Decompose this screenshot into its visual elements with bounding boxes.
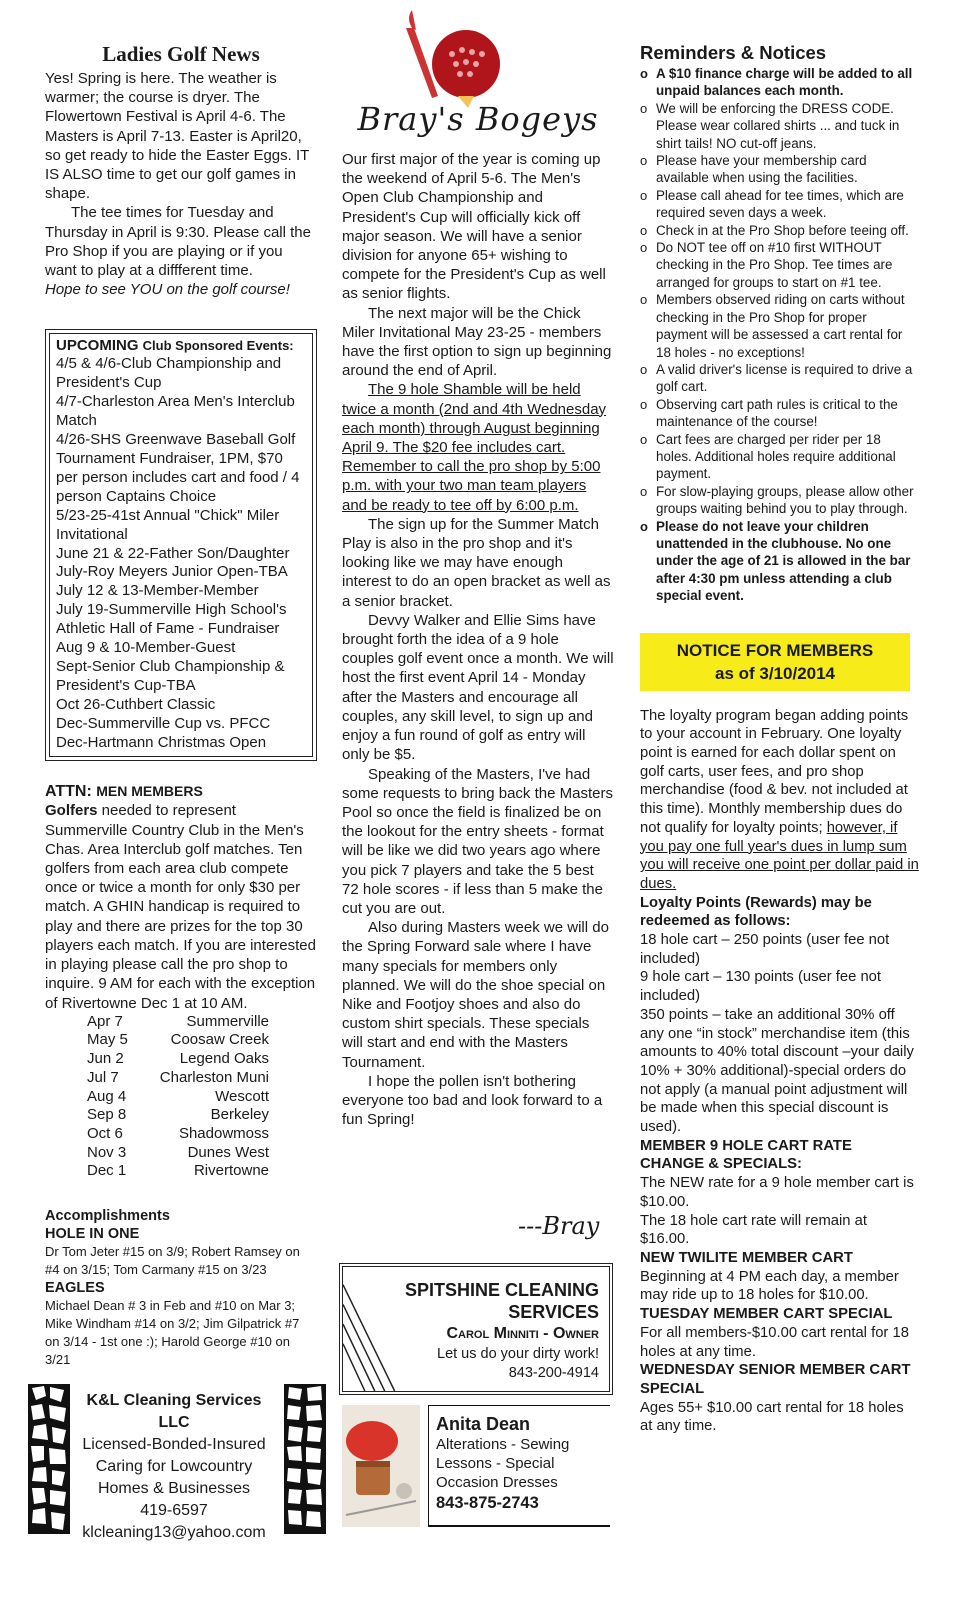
loyalty-text: The loyalty program began adding points to your account in February. One loyalty point is earned for each dollar spent on golf carts, user fees, and pro shop merchandise (food & bev. not included at this time). Monthly membership dues do not qualify for loyalty points; (640, 707, 909, 836)
eagles-text: Michael Dean # 3 in Feb and #10 on Mar 3; Mike Windham #14 on 3/2; Jim Gilpatrick #7 on 3/14 - 1st one :); Harold George #10 on 3/21 (45, 1298, 300, 1368)
event-item: 4/26-SHS Greenwave Baseball Golf Tournament Fundraiser, 1PM, $70 per person includes cart and food / 4 person Captains Choice (56, 431, 300, 505)
men-members-label: MEN MEMBERS (96, 783, 203, 800)
anita-text (436, 1413, 608, 1514)
notice-title-line1: NOTICE FOR MEMBERS (676, 640, 874, 660)
loyalty-underlined-text: however, if you pay one full year's dues in lump sum you will receive one point per dollar paid in dues. (640, 819, 919, 892)
reminder-item: o Please call ahead for tee times, which are required seven days a week. (640, 187, 920, 222)
event-item: 4/7-Charleston Area Men's Interclub Match (56, 393, 295, 430)
reminder-item: o Observing cart path rules is critical to the maintenance of the course! (640, 396, 920, 431)
brays-bogeys-column (342, 0, 614, 1129)
anita-line1: Alterations - Sewing (436, 1436, 570, 1453)
schedule-date: Dec 1 (87, 1162, 127, 1180)
event-item: Aug 9 & 10-Member-Guest (56, 639, 236, 657)
anita-line2: Lessons - Special (436, 1455, 555, 1472)
schedule-row (87, 1162, 269, 1181)
schedule-place: Coosaw Creek (170, 1031, 269, 1049)
event-item: 4/5 & 4/6-Club Championship and President's Cup (56, 355, 282, 392)
schedule-row (87, 1106, 269, 1125)
nine-hole-rate-text: The NEW rate for a 9 hole member cart is $10.00. (640, 1175, 914, 1210)
nine-hole-rate-title: MEMBER 9 HOLE CART RATE CHANGE & SPECIALS: (640, 1137, 852, 1173)
schedule-place: Charleston Muni (159, 1068, 269, 1086)
hope-line: Hope to see YOU on the golf course! (45, 281, 290, 299)
schedule-place: Rivertowne (193, 1162, 269, 1180)
reminder-item: o A $10 finance charge will be added to all unpaid balances each month. (640, 65, 920, 100)
upcoming-events-box (49, 333, 313, 757)
reminder-item: o Check in at the Pro Shop before teeing off. (640, 222, 920, 239)
spitshine-owner: Carol Minniti - Owner (446, 1325, 599, 1342)
spitshine-ad (342, 1266, 610, 1392)
reminder-item: o For slow-playing groups, please allow other groups waiting behind you to play through. (640, 483, 920, 518)
redeem-option: 350 points – take an additional 30% off any one “in stock” merchandise item (this amounts to 40% total discount –your daily 10% + 30% additional)-special orders do not apply (a manual point adjustment will be made when this special discount is used). (640, 1006, 914, 1136)
reminder-item: o Do NOT tee off on #10 first WITHOUT checking in the Pro Shop. Tee times are arranged for groups to start on #1 tee. (640, 239, 920, 291)
giraffe-pattern-right (284, 1384, 326, 1534)
reminder-item: o We will be enforcing the DRESS CODE. Please wear collared shirts ... and tuck in shirt tails! NO cut-off jeans. (640, 100, 920, 152)
schedule-place: Dunes West (187, 1143, 269, 1161)
ladies-intro-paragraph: Yes! Spring is here. The weather is warmer; the course is dryer. The Flowertown Festival is April 4-6. The Masters is April 7-13. Easter is April20, so get ready to hide the Easter Eggs. IT IS ALSO time to get our golf games in shape. (45, 70, 310, 203)
members-notice-body (640, 707, 920, 1436)
bray-paragraph: Also during Masters week we will do the Spring Forward sale where I have many specials for members only planned. We will do the shoe special on Nike and Footjoy shoes and also do custom shirt specials. These specials will start and end with the Masters Tournament. (342, 919, 609, 1071)
kl-phone: 419-6597 (140, 1502, 208, 1519)
schedule-place: Summerville (186, 1012, 269, 1030)
bray-paragraph: Speaking of the Masters, I've had some requests to bring back the Masters Pool so once the field is finalized be on the lookout for the entry sheets - format will be like we did two years ago where you pick 7 players and take the 5 best 72 hole scores - if less than 5 make the cut you are out. (342, 765, 613, 917)
accomplishments-title: Accomplishments (45, 1208, 170, 1225)
reminder-item: o Please do not leave your children unattended in the clubhouse. No one under the age of 21 is allowed in the bar after 4:30 pm unless attending a club special event. (640, 518, 920, 605)
kl-line2: Caring for Lowcountry (95, 1458, 253, 1475)
notice-title-line2: as of 3/10/2014 (714, 663, 836, 683)
kl-cleaning-ad (28, 1384, 326, 1541)
interclub-schedule (87, 1013, 269, 1181)
bray-signature: ---Bray (518, 1212, 600, 1240)
bray-paragraph: Our first major of the year is coming up the weekend of April 5-6. The Men's Open Club Championship and President's Cup will officially kick off major season. We will have a senior division for anyone 65+ wishing to compete for the President's Cup as well as senior flights. (342, 151, 606, 303)
brays-bogeys-logo (342, 0, 614, 150)
bray-paragraph: The sign up for the Summer Match Play is also in the pro shop and it's looking like we may have enough interest to do an open bracket as well as a senior bracket. (342, 515, 611, 610)
redeem-option: 18 hole cart – 250 points (user fee not included) (640, 932, 890, 967)
upcoming-events-heading (56, 336, 306, 355)
notice-for-members-banner (640, 633, 910, 691)
schedule-date: Jul 7 (87, 1068, 119, 1086)
attn-men-members-heading (45, 783, 317, 801)
tuesday-special-title: TUESDAY MEMBER CART SPECIAL (640, 1306, 893, 1323)
reminders-title: Reminders & Notices (640, 42, 827, 63)
anita-bottom-border (428, 1525, 610, 1527)
accomplishments-section (45, 1207, 317, 1369)
bray-paragraph: Devvy Walker and Ellie Sims have brought forth the idea of a 9 hole couples golf event once a month. We will host the first event April 14 - Monday after the Masters and encourage all couples, any skill level, to sign up and enjoy a fun round of golf as entry will only be $5. (342, 611, 614, 764)
redeem-option: 9 hole cart – 130 points (user fee not included) (640, 969, 882, 1005)
spitshine-phone: 843-200-4914 (508, 1365, 599, 1381)
eighteen-hole-rate-text: The 18 hole cart rate will remain at $16.00. (640, 1212, 867, 1248)
schedule-row (87, 1050, 269, 1069)
schedule-date: Sep 8 (87, 1106, 127, 1124)
reminders-column (640, 0, 920, 1436)
club-sponsored-label: Club Sponsored Events: (142, 338, 294, 354)
anita-name: Anita Dean (436, 1414, 531, 1434)
wednesday-special-title: WEDNESDAY SENIOR MEMBER CART SPECIAL (640, 1362, 911, 1397)
schedule-row (87, 1031, 269, 1050)
kl-line1: Licensed-Bonded-Insured (82, 1436, 266, 1453)
schedule-place: Legend Oaks (179, 1050, 269, 1068)
event-item: Sept-Senior Club Championship & President's Cup-TBA (56, 657, 285, 694)
golf-ball-club-icon (342, 0, 614, 110)
schedule-row (87, 1088, 269, 1107)
spitshine-name1: SPITSHINE CLEANING (404, 1280, 599, 1300)
bray-paragraph: The next major will be the Chick Miler Invitational May 23-25 - members have the first option to sign up beginning around the end of April. (342, 304, 612, 380)
brays-bogeys-title: Bray's Bogeys (357, 100, 599, 138)
eagles-title: EAGLES (45, 1280, 105, 1297)
schedule-date: Nov 3 (87, 1143, 127, 1161)
schedule-row (87, 1013, 269, 1032)
event-item: July 12 & 13-Member-Member (56, 582, 259, 600)
event-item: Oct 26-Cuthbert Classic (56, 695, 216, 713)
reminders-list (640, 65, 920, 605)
event-item: 5/23-25-41st Annual "Chick" Miler Invitational (56, 506, 280, 543)
redeem-title: Loyalty Points (Rewards) may be redeemed as follows: (640, 894, 872, 930)
tuesday-special-text: For all members-$10.00 cart rental for 18 holes at any time. (640, 1324, 909, 1360)
schedule-row (87, 1069, 269, 1088)
twilite-title: NEW TWILITE MEMBER CART (640, 1249, 853, 1266)
ladies-golf-news-column (45, 0, 317, 1369)
anita-dean-ad (342, 1405, 610, 1527)
spitshine-tagline: Let us do your dirty work! (437, 1346, 599, 1362)
anita-phone: 843-875-2743 (436, 1494, 539, 1512)
hole-in-one-title: HOLE IN ONE (45, 1226, 140, 1243)
schedule-row (87, 1144, 269, 1163)
schedule-date: Apr 7 (87, 1012, 123, 1030)
reminder-item: o Please have your membership card available when using the facilities. (640, 152, 920, 187)
reminder-item: o Members observed riding on carts without checking in the Pro Shop for proper payment will be assessed a cart rental for 18 holes - no exceptions! (640, 291, 920, 361)
spitshine-text (405, 1279, 599, 1383)
event-item: Dec-Hartmann Christmas Open (56, 733, 267, 751)
shamble-paragraph: The 9 hole Shamble will be held twice a month (2nd and 4th Wednesday each month) through August beginning April 9. The $20 fee includes cart. Remember to call the pro shop by 5:00 p.m. with your two man team players and be ready to tee off by 6:00 p.m. (342, 381, 607, 514)
twilite-text: Beginning at 4 PM each day, a member may ride up to 18 holes for $10.00. (640, 1268, 899, 1304)
event-item: July-Roy Meyers Junior Open-TBA (56, 563, 288, 581)
kl-email: klcleaning13@yahoo.com (82, 1524, 266, 1541)
schedule-date: Aug 4 (87, 1087, 127, 1105)
anita-line3: Occasion Dresses (436, 1474, 558, 1491)
golfers-lead: Golfers (45, 802, 98, 820)
wednesday-special-text: Ages 55+ $10.00 cart rental for 18 holes at any time. (640, 1399, 904, 1435)
anita-top-border (428, 1405, 610, 1406)
kl-name: K&L Cleaning Services LLC (86, 1392, 262, 1431)
schedule-date: Oct 6 (87, 1124, 123, 1142)
kl-ad-text (74, 1390, 274, 1544)
bray-paragraph: I hope the pollen isn't bothering everyone too bad and look forward to a fun Spring! (342, 1072, 603, 1129)
schedule-date: May 5 (87, 1031, 128, 1049)
loyalty-paragraph (640, 707, 920, 894)
ladies-golf-news-title: Ladies Golf News (102, 42, 260, 66)
schedule-place: Berkeley (210, 1106, 269, 1124)
spitshine-name2: SERVICES (508, 1302, 599, 1322)
kl-line3: Homes & Businesses (97, 1480, 251, 1497)
event-item: June 21 & 22-Father Son/Daughter (56, 544, 290, 562)
schedule-row (87, 1125, 269, 1144)
reminder-item: o A valid driver's license is required to drive a golf cart. (640, 361, 920, 396)
schedule-date: Jun 2 (87, 1050, 124, 1068)
hole-in-one-text: Dr Tom Jeter #15 on 3/9; Robert Ramsey on #4 on 3/15; Tom Carmany #15 on 3/23 (45, 1244, 300, 1278)
schedule-place: Shadowmoss (178, 1124, 269, 1142)
tee-times-paragraph: The tee times for Tuesday and Thursday in April is 9:30. Please call the Pro Shop if you are playing or if you want to play at a diffferent time. (45, 204, 311, 280)
event-item: Dec-Summerville Cup vs. PFCC (56, 714, 271, 732)
attn-body (45, 801, 317, 1012)
schedule-place: Wescott (215, 1087, 269, 1105)
upcoming-label: UPCOMING (56, 337, 139, 355)
sewing-photo (342, 1405, 420, 1527)
reminder-item: o Cart fees are charged per rider per 18 holes. Additional holes require additional payment. (640, 431, 920, 483)
attn-label: ATTN: (45, 783, 92, 801)
giraffe-pattern-left (28, 1384, 70, 1534)
event-item: July 19-Summerville High School's Athletic Hall of Fame - Fundraiser (56, 601, 287, 638)
attn-body-text: needed to represent Summerville Country Club in the Men's Chas. Area Interclub golf matches. Ten golfers from each area club compete once or twice a month for only $30 per match. A GHIN handicap is required to play and there are prizes for the top 30 players each match. If you are interested in playing please call the pro shop to inquire. 9 AM for each with the exception of Rivertowne Dec 1 at 10 AM. (45, 802, 316, 1012)
anita-left-border (428, 1405, 429, 1527)
